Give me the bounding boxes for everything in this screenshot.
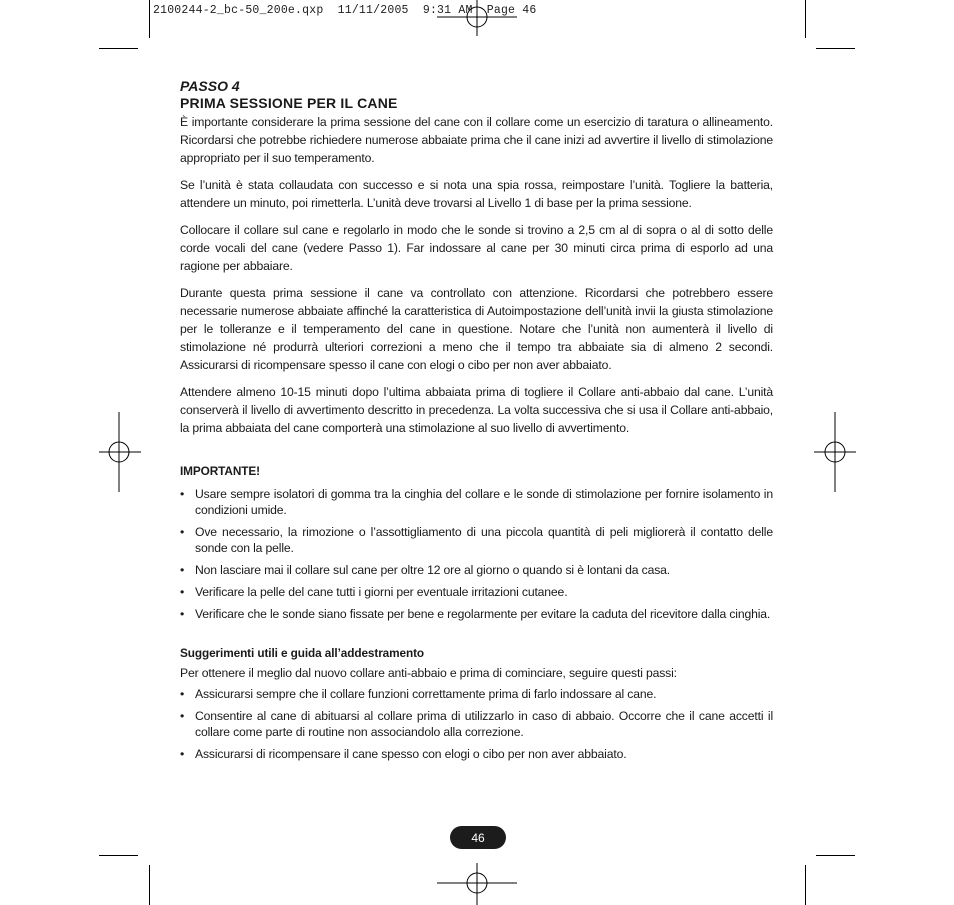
crop-mark-tl-vertical	[149, 0, 150, 38]
tips-list	[180, 686, 773, 762]
page-number: 46	[450, 826, 506, 849]
list-item: • Consentire al cane di abituarsi al collare prima di utilizzarlo in caso di abbaio. Occorre che il cane accetti il collare come parte di routine non associandolo alla correzione.	[180, 708, 773, 740]
tips-heading: Suggerimenti utili e guida all’addestramento	[180, 646, 425, 660]
important-heading: IMPORTANTE!	[180, 464, 260, 478]
crop-mark-br-horizontal	[816, 855, 855, 856]
section-title: PRIMA SESSIONE PER IL CANE	[180, 95, 398, 111]
list-item: • Assicurarsi sempre che il collare funzioni correttamente prima di farlo indossare al cane.	[180, 686, 773, 702]
registration-mark-left	[99, 412, 141, 492]
crop-mark-tr-horizontal	[816, 48, 855, 49]
list-item: • Non lasciare mai il collare sul cane per oltre 12 ore al giorno o quando si è lontani da casa.	[180, 562, 773, 578]
crop-mark-tl-horizontal	[99, 48, 138, 49]
important-list	[180, 486, 773, 622]
registration-mark-top	[437, 0, 517, 36]
registration-mark-bottom	[437, 863, 517, 905]
registration-mark-right	[814, 412, 856, 492]
print-slug: 2100244-2_bc-50_200e.qxp 11/11/2005 9:31 AM Page 46	[153, 4, 537, 17]
paragraph: Se l’unità è stata collaudata con successo e si nota una spia rossa, reimpostare l’unità. Togliere la batteria, attendere un minuto, poi rimetterla. L’unità deve trovarsi al Livello 1 di base per la prima sessione.	[180, 178, 773, 210]
crop-mark-bl-horizontal	[99, 855, 138, 856]
list-item: • Verificare la pelle del cane tutti i giorni per eventuale irritazioni cutanee.	[180, 584, 773, 600]
list-item: • Assicurarsi di ricompensare il cane spesso con elogi o cibo per non aver abbaiato.	[180, 746, 773, 762]
paragraph: Attendere almeno 10-15 minuti dopo l’ultima abbaiata prima di togliere il Collare anti-abbaio dal cane. L’unità conserverà il livello di avvertimento descritto in precedenza. La volta successiva che si usa il Collare anti-abbaio, la prima abbaiata del cane comporterà una stimolazione al suo livello di avvertimento.	[180, 385, 773, 435]
crop-mark-br-vertical	[805, 865, 806, 905]
crop-mark-tr-vertical	[805, 0, 806, 38]
list-item: • Ove necessario, la rimozione o l’assottigliamento di una piccola quantità di peli migliorerà il contatto delle sonde con la pelle.	[180, 524, 773, 556]
paragraph: Collocare il collare sul cane e regolarlo in modo che le sonde si trovino a 2,5 cm al di sopra o al di sotto delle corde vocali del cane (vedere Passo 1). Far indossare al cane per 30 minuti circa prima di esporlo ad una ragione per abbaiare.	[180, 223, 773, 273]
tips-intro: Per ottenere il meglio dal nuovo collare anti-abbaio e prima di cominciare, seguire questi passi:	[180, 666, 677, 680]
step-label: PASSO 4	[180, 78, 240, 94]
page-content	[180, 78, 773, 768]
paragraph: Durante questa prima sessione il cane va controllato con attenzione. Ricordarsi che potrebbero essere necessarie numerose abbaiate affinché la caratteristica di Autoimpostazione dell’unità invii la giusta stimolazione per le tolleranze e il temperamento del cane in questione. Notare che l’unità non aumenterà il livello di stimolazione né produrrà ulteriori correzioni a meno che il tempo tra abbaiate sia di almeno 2 secondi. Assicurarsi di ricompensare spesso il cane con elogi o cibo per non aver abbaiato.	[180, 286, 773, 372]
crop-mark-bl-vertical	[149, 865, 150, 905]
paragraph: È importante considerare la prima sessione del cane con il collare come un esercizio di taratura o allineamento. Ricordarsi che potrebbe richiedere numerose abbaiate prima che il cane inizi ad avvertire il livello di stimolazione appropriato per il suo temperamento.	[180, 115, 773, 165]
list-item: • Usare sempre isolatori di gomma tra la cinghia del collare e le sonde di stimolazione per fornire isolamento in condizioni umide.	[180, 486, 773, 518]
list-item: • Verificare che le sonde siano fissate per bene e regolarmente per evitare la caduta del ricevitore dalla cinghia.	[180, 606, 773, 622]
